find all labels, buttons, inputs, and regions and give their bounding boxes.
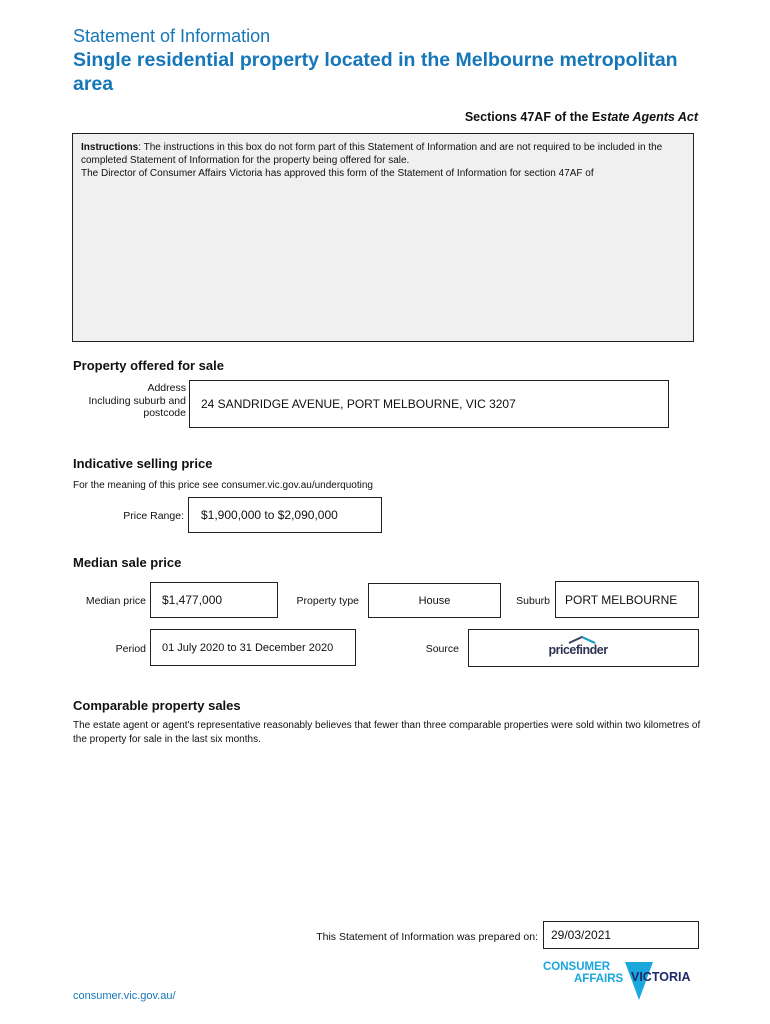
- source-label: Source: [425, 643, 459, 655]
- footer-url[interactable]: consumer.vic.gov.au/: [73, 990, 176, 1002]
- suburb-field[interactable]: PORT MELBOURNE: [555, 581, 699, 618]
- logo-affairs: AFFAIRS: [574, 973, 624, 985]
- address-field[interactable]: 24 SANDRIDGE AVENUE, PORT MELBOURNE, VIC 3207: [189, 380, 669, 428]
- property-heading: Property offered for sale: [73, 358, 224, 373]
- property-type-label: Property type: [296, 595, 359, 607]
- source-field[interactable]: [468, 629, 699, 667]
- comparable-heading: Comparable property sales: [73, 698, 241, 713]
- price-range-field[interactable]: $1,900,000 to $2,090,000: [188, 497, 382, 533]
- indicative-heading: Indicative selling price: [73, 456, 213, 471]
- suburb-label: Suburb: [516, 595, 550, 607]
- address-label-line2: Including suburb and: [88, 394, 186, 407]
- prepared-on-label: This Statement of Information was prepared on:: [316, 931, 538, 943]
- property-type-field[interactable]: House: [368, 583, 501, 618]
- price-range-label: Price Range:: [123, 510, 184, 522]
- instructions-approval-text: The Director of Consumer Affairs Victoria has approved this form of the Statement of Information for section 47AF of: [81, 168, 594, 179]
- section-ref-act-name: state Agents Act: [600, 110, 698, 124]
- consumer-affairs-victoria-logo: [543, 960, 703, 1004]
- address-label-line1: Address: [147, 382, 186, 394]
- instructions-text: : The instructions in this box do not form part of this Statement of Information and are not required to be included in the completed Statement of Information for the property being offered for sale.: [81, 142, 663, 166]
- document-subtitle: Single residential property located in the Melbourne metropolitan area: [73, 49, 678, 95]
- pricefinder-wordmark: pricefinder: [548, 643, 608, 657]
- address-label: [60, 382, 186, 420]
- section-reference: [465, 110, 698, 124]
- logo-consumer: CONSUMER: [543, 961, 611, 973]
- comparable-text: The estate agent or agent's representative reasonably believes that fewer than three comparable properties were sold within two kilometres of the property for sale in the last six months.: [73, 720, 701, 745]
- median-price-label: Median price: [85, 595, 146, 607]
- period-label: Period: [115, 643, 146, 655]
- instructions-label: Instructions: [81, 142, 139, 153]
- instructions-box: [72, 133, 694, 342]
- underquoting-note: For the meaning of this price see consumer.vic.gov.au/underquoting: [73, 480, 373, 491]
- median-heading: Median sale price: [73, 555, 182, 570]
- document-title: Statement of Information: [73, 26, 271, 46]
- prepared-date-field[interactable]: 29/03/2021: [543, 921, 699, 949]
- address-label-line3: postcode: [143, 407, 186, 419]
- pricefinder-logo: [549, 636, 619, 660]
- section-ref-prefix: Sections 47AF of the E: [464, 110, 601, 124]
- median-price-field[interactable]: $1,477,000: [150, 582, 278, 618]
- period-field[interactable]: 01 July 2020 to 31 December 2020: [150, 629, 356, 666]
- logo-victoria: VICTORIA: [631, 970, 691, 984]
